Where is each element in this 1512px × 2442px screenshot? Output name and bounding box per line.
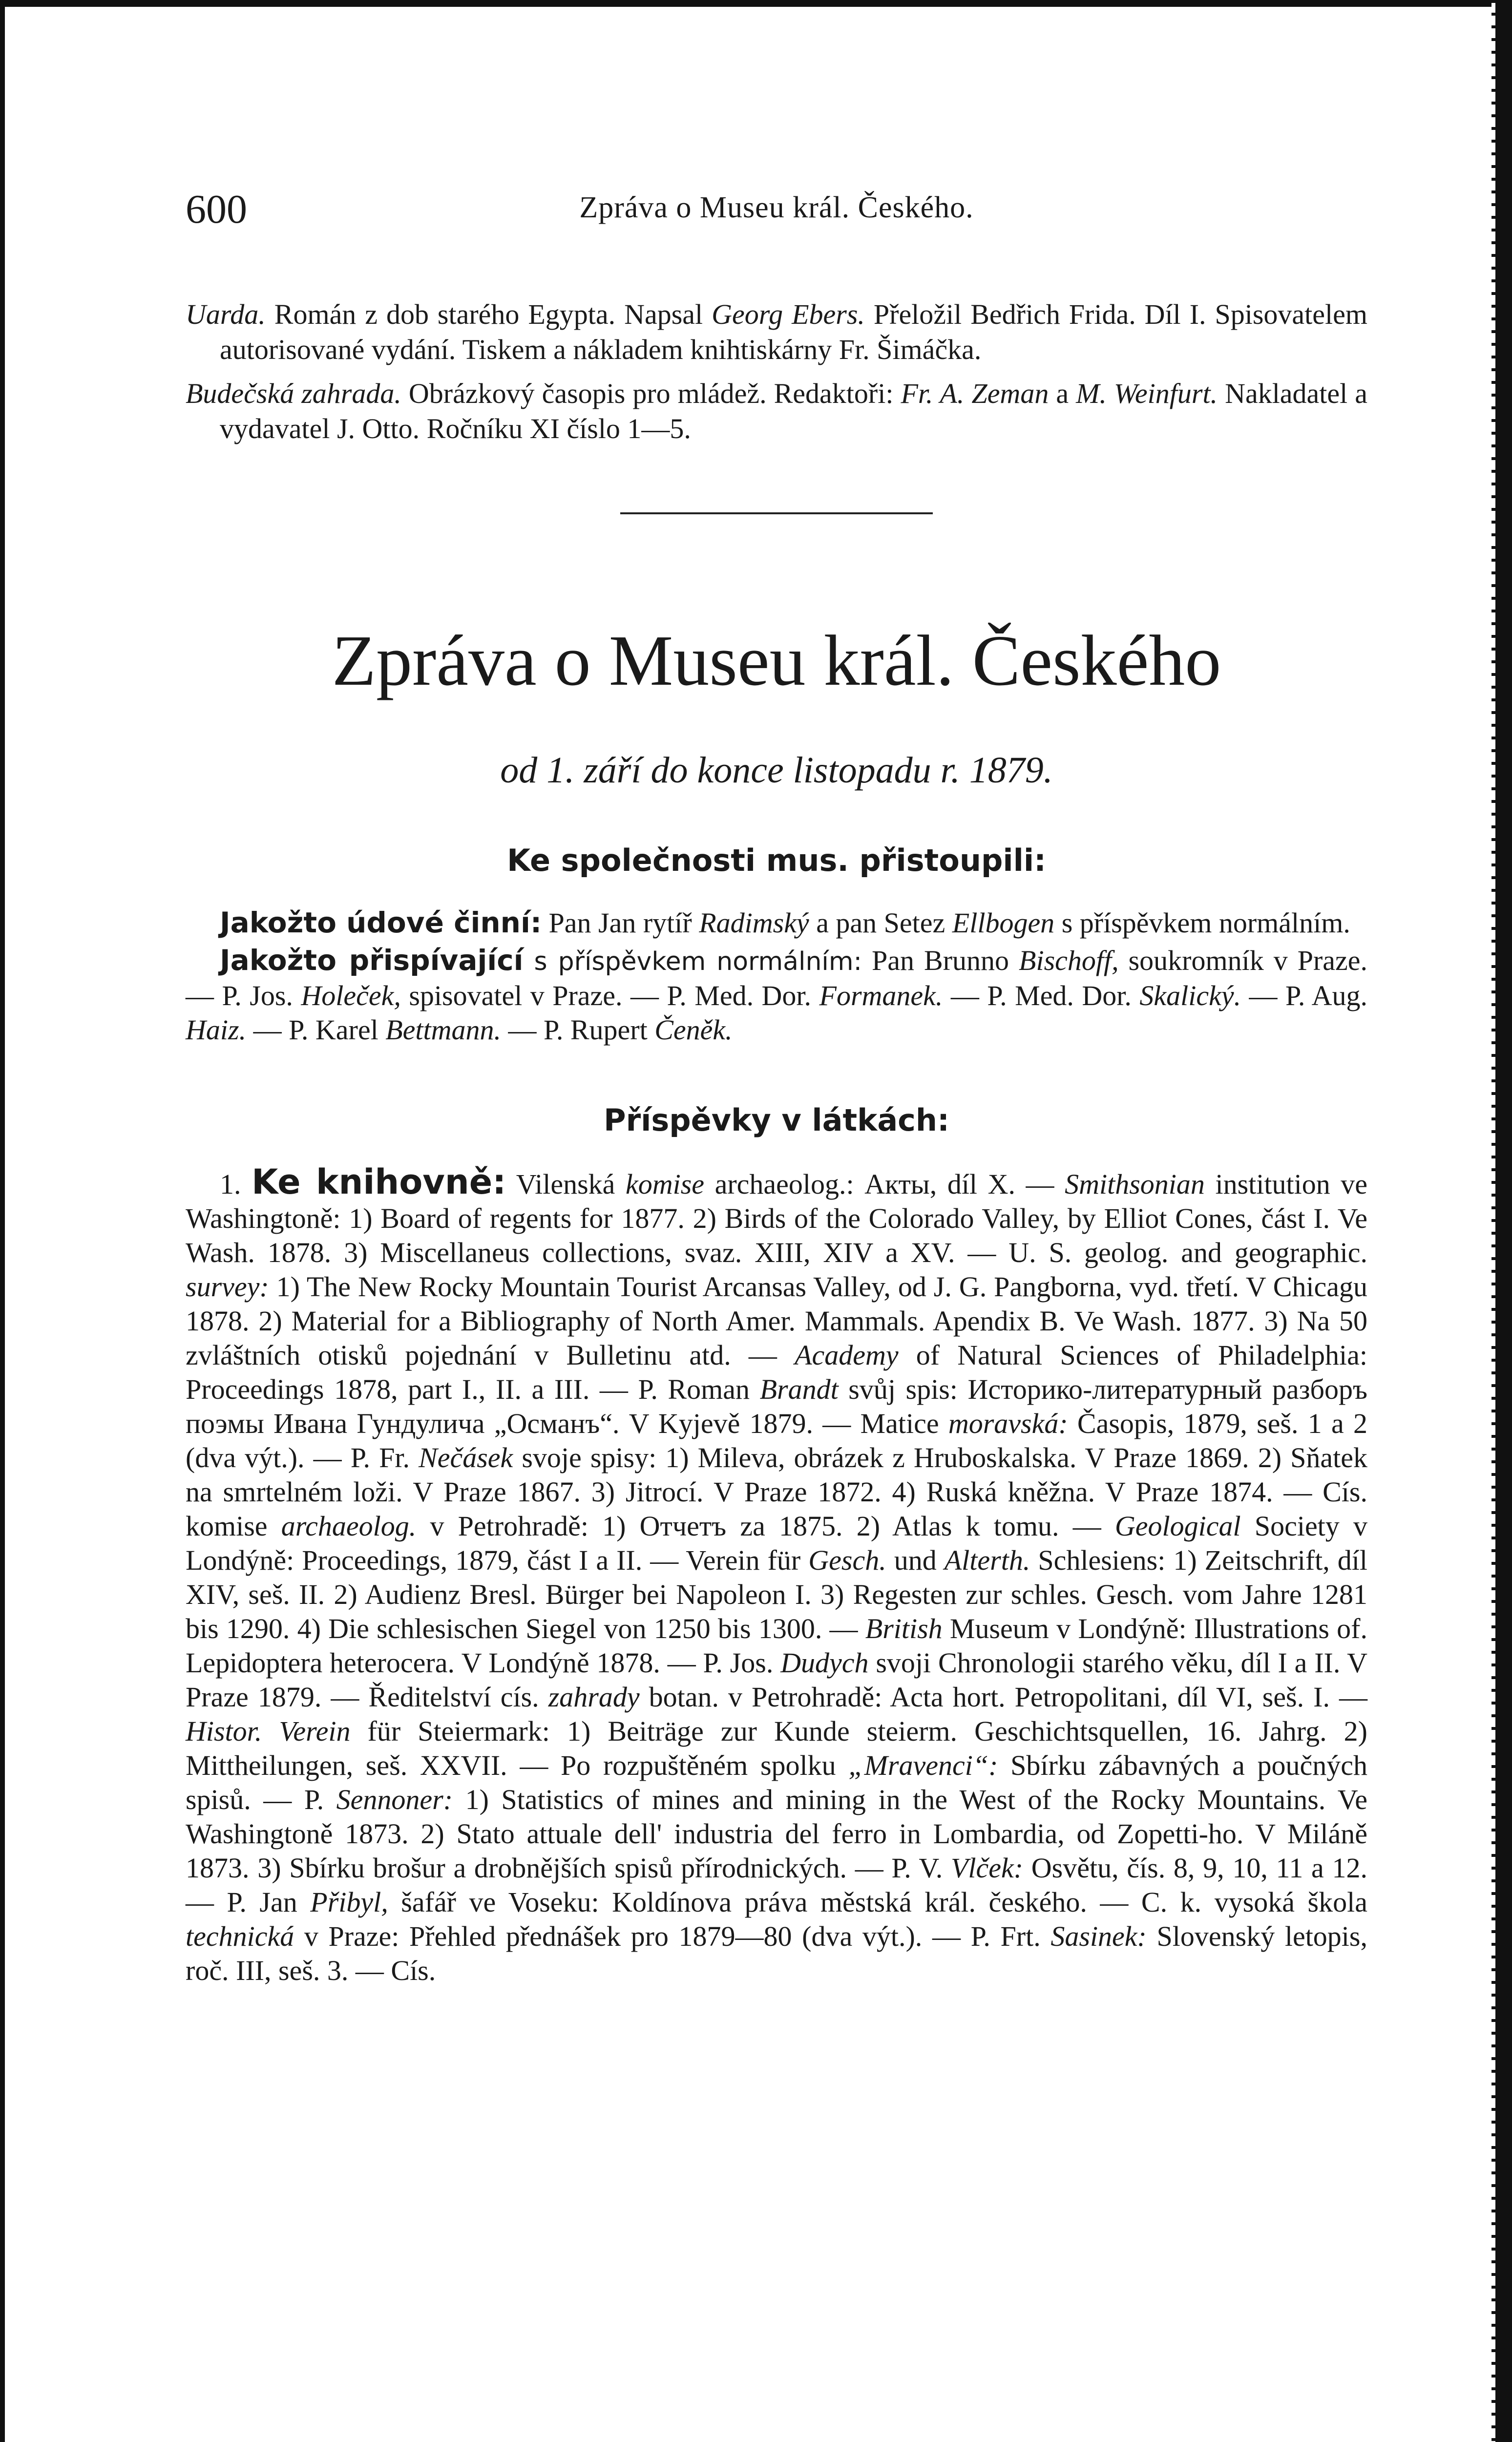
donor-name: Alterth. <box>944 1544 1030 1577</box>
book-entry: Uarda. Román z dob starého Egypta. Napsal Georg Ebers. Přeložil Bedřich Frida. Díl I. Spisovatelem autorisované vydání. Tiskem a nákladem knihtiskárny Fr. Šimáčka. <box>186 298 1368 365</box>
donor-name: Sennoner: <box>336 1784 453 1816</box>
member-name: Skalický. <box>1139 979 1241 1011</box>
member-name: Ellbogen <box>952 906 1055 939</box>
member-name: Bettmann. <box>385 1013 502 1046</box>
page-header <box>186 186 1367 244</box>
donor-name: Brandt <box>759 1373 839 1406</box>
donor-name: Sasinek: <box>1050 1920 1147 1953</box>
member-name: Formanek. <box>819 979 943 1011</box>
donor-name: komise <box>625 1168 705 1200</box>
report-subtitle: od 1. září do konce listopadu r. 1879. <box>500 750 1053 791</box>
donor-name: survey: <box>186 1271 269 1303</box>
member-name: Čeněk. <box>654 1013 733 1046</box>
donor-name: „Mravenci“: <box>848 1749 998 1782</box>
book-title: Uarda. <box>186 298 266 330</box>
donor-name: Smithsonian <box>1065 1168 1205 1200</box>
donor-name: Academy <box>795 1339 899 1371</box>
report-title: Zpráva o Museu král. Českého <box>332 621 1221 701</box>
section-divider <box>620 512 933 514</box>
contributing-members-label: Jakožto přispívající <box>220 943 524 977</box>
donor-name: Dudych <box>780 1647 869 1679</box>
library-label: Ke knihovně: <box>252 1162 506 1202</box>
member-name: Haiz. <box>186 1013 247 1046</box>
donor-name: British <box>865 1613 943 1645</box>
donor-name: zahrady <box>548 1681 640 1713</box>
member-name: Bischoff, <box>1019 944 1119 976</box>
active-members-label: Jakožto údové činní: <box>220 905 542 939</box>
contributing-members-paragraph: Jakožto přispívající s příspěvkem normálním: Pan Brunno Bischoff, soukromník v Praze. — P. Jos. Holeček, spisovatel v Praze. — P. Med. Dor. Formanek. — P. Med. Dor. Skalický. — P. Aug. Haiz. — P. Karel Bettmann. — P. Rupert Čeněk. <box>186 943 1368 1046</box>
donor-name: Vlček: <box>951 1852 1024 1884</box>
donations-heading: Příspěvky v látkách: <box>604 1102 949 1138</box>
editor-name: M. Weinfurt. <box>1076 378 1218 409</box>
scan-edge-top <box>0 0 1512 7</box>
member-name: Holeček, <box>301 979 401 1011</box>
donor-name: moravská: <box>948 1408 1068 1440</box>
scan-edge-right <box>1495 0 1512 2442</box>
book-title: Budečská zahrada. <box>186 378 401 409</box>
library-donations-paragraph: 1. Ke knihovně: Vilenská komise archaeolog.: Акты, díl X. — Smithsonian institution ve Washingtoně: 1) Board of regents for 1877. 2) Birds of the Colorado Valley, by Elliot Cones, část I. Ve Wash. 1878. 3) Miscellaneus collections, svaz. XIII, XIV a XV. — U. S. geolog. and geographic. survey: 1) The New Rocky Mountain Tourist Arcansas Valley, od J. G. Pangborna, vyd. třetí. V Chicagu 1878. 2) Material for a Bibliography of North Amer. Mammals. Apendix B. Ve Wash. 1877. 3) Na 50 zvláštních otisků pojednání v Bulletinu atd. — Academy of Natural Sciences of Philadelphia: Proceedings 1878, part I., II. a III. — P. Roman Brandt svůj spis: Историко-литературный разборъ поэмы Ивана Гундулича „Османъ“. V Kyjevě 1879. — Matice moravská: Časopis, 1879, seš. 1 a 2 (dva výt.). — P. Fr. Nečásek svoje spisy: 1) Mileva, obrázek z Hruboskalska. V Praze 1869. 2) Sňatek na smrtelném loži. V Praze 1867. 3) Jitrocí. V Praze 1872. 4) Ruská kněžna. V Praze 1874. — Cís. komise archaeolog. v Petrohradě: 1) Отчетъ za 1875. 2) Atlas k tomu. — Geological Society v Londýně: Proceedings, 1879, část I a II. — Verein für Gesch. und Alterth. Schlesiens: 1) Zeitschrift, díl XIV, seš. II. 2) Audienz Bresl. Bürger bei Napoleon I. 3) Regesten zur schles. Gesch. vom Jahre 1281 bis 1290. 4) Die schlesischen Siegel von 1250 bis 1300. — British Museum v Londýně: Illustrations of. Lepidoptera heterocera. V Londýně 1878. — P. Jos. Dudych svoji Chronologii starého věku, díl I a II. V Praze 1879. — Ředitelství cís. zahrady botan. v Petrohradě: Acta hort. Petropolitani, díl VI, seš. I. — Histor. Verein für Steiermark: 1) Beiträge zur Kunde steierm. Geschichtsquellen, 16. Jahrg. 2) Mittheilungen, seš. XXVII. — Po rozpuštěném spolku „Mravenci“: Sbírku zábavných a poučných spisů. — P. Sennoner: 1) Statistics of mines and mining in the West of the Rocky Mountains. Ve Washingtoně 1873. 2) Stato attuale dell' industria del ferro in Lombardia, od Zopetti-ho. V Miláně 1873. 3) Sbírku brošur a drobnějších spisů přírodnických. — P. V. Vlček: Osvětu, čís. 8, 9, 10, 11 a 12. — P. Jan Přibyl, šafář ve Voseku: Koldínova práva městská král. českého. — C. k. vysoká škola technická v Praze: Přehled přednášek pro 1879—80 (dva výt.). — P. Frt. Sasinek: Slovenský letopis, roč. III, seš. 3. — Cís. <box>186 1162 1368 1987</box>
donor-name: technická <box>186 1920 294 1953</box>
scan-edge-left <box>0 0 5 2442</box>
page-number: 600 <box>186 187 247 232</box>
donor-name: archaeolog. <box>281 1510 417 1542</box>
scan-edge-perforation <box>1491 0 1495 2442</box>
book-author: Georg Ebers. <box>712 298 865 330</box>
donor-name: Nečásek <box>419 1442 513 1474</box>
editor-name: Fr. A. Zeman <box>901 378 1049 409</box>
member-name: Radimský <box>699 906 809 939</box>
active-members-paragraph: Jakožto údové činní: Pan Jan rytíř Radimský a pan Setez Ellbogen s příspěvkem normálním. <box>220 905 1350 939</box>
donor-name: Geological <box>1114 1510 1241 1542</box>
donor-name: Histor. Verein <box>186 1715 351 1747</box>
item-number: 1. <box>220 1168 252 1200</box>
donor-name: Přibyl, <box>310 1886 388 1918</box>
running-title: Zpráva o Museu král. Českého. <box>579 191 974 224</box>
members-heading: Ke společnosti mus. přistoupili: <box>507 842 1046 879</box>
book-entry: Budečská zahrada. Obrázkový časopis pro mládež. Redaktoři: Fr. A. Zeman a M. Weinfurt. Nakladatel a vydavatel J. Otto. Ročníku XI číslo 1—5. <box>186 378 1368 444</box>
document-page <box>186 186 1367 1988</box>
donor-name: Gesch. <box>808 1544 886 1577</box>
